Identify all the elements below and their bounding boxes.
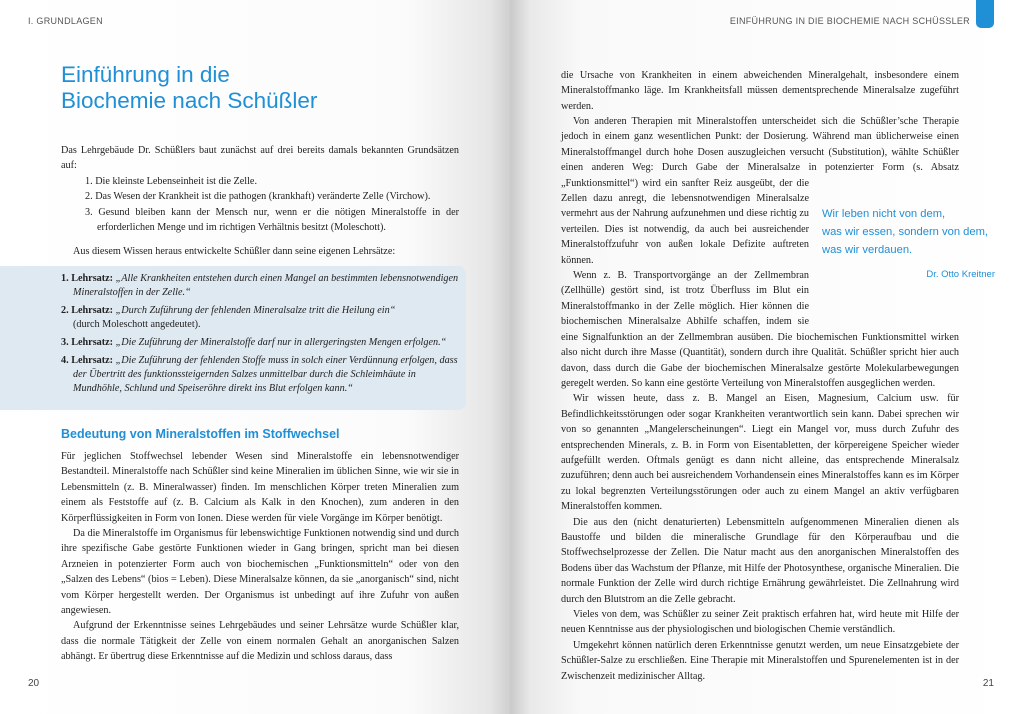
chapter-title-line1: Einführung in die [61,62,230,87]
chapter-title-line2: Biochemie nach Schüßler [61,88,318,113]
section-body [61,449,459,665]
lehrsatz-extra: (durch Moleschott angedeutet). [73,319,201,331]
quote-line: was wir essen, sondern von dem, [822,226,989,238]
side-quote [822,205,1002,259]
principle-item: 1. Die kleinste Lebenseinheit ist die Zelle. [85,175,258,187]
principle-item: 2. Das Wesen der Krankheit ist die pathogen (krankhaft) veränderte Zelle (Virchow). [85,191,431,203]
lehrsatz-item [61,354,459,397]
lehrsatz-label: 1. Lehrsatz: [61,273,114,284]
lehrsatz-item [61,336,459,350]
lehrsatz-text: „Die Zuführung der Mineralstoffe darf nur in allergeringsten Mengen erfolgen.“ [115,336,447,348]
body-paragraph: die Ursache von Krankheiten in einem abweichenden Mineralgehalt, insbesondere einem Mineralstoffmanko läge. Im Krankheitsfall müssen dementsprechende Mineralsalze zugeführt werden. [561,70,959,112]
section-heading: Bedeutung von Mineralstoffen im Stoffwechsel [61,427,340,441]
principle-item: 3. Gesund bleiben kann der Mensch nur, wenn er die nötigen Mineralstoffe in der erforderlichen Menge und im richtigen Verhältnis besitzt (Moleschott). [85,206,459,234]
page-number-left: 20 [28,678,40,689]
body-paragraph: Aufgrund der Erkenntnisse seines Lehrgebäudes und seiner Lehrsätze wurde Schüßler klar, dass die normale Tätigkeit der Zelle von einem normalen Gehalt an anorganischen Salzen abhängt. Er übertrug diese Erkenntnisse auf die Medizin und schloss daraus, dass [61,620,459,663]
running-head-left: I. GRUNDLAGEN [28,16,103,26]
page-number-right: 21 [982,678,994,689]
lehrsatz-label: 3. Lehrsatz: [61,336,114,348]
quote-line: Wir leben nicht von dem, [822,208,946,220]
quote-line: was wir verdauen. [822,244,913,256]
lehrsatz-text: „Die Zuführung der fehlenden Stoffe muss in solch einer Verdünnung erfolgen, dass der Übertritt des funktionssteigernden Salzes unmittelbar durch die Schleimhäute in Mundhöhle, Schlund und Speiseröhre direkt ins Blut erfolgen kann.“ [73,354,458,394]
body-paragraph: Von anderen Therapien mit Mineralstoffen unterscheidet sich die Schüßler’sche Therapie jedoch in einem ganz wesentlichen Punkt: der Dosierung. Während man üblicherweise einen Mineralstoffmangel durch hohe Dosen auszugleichen versucht (Substitution), wählte Schüßler einen anderen Weg: Durch Gabe der Mineralsalze in potenzierter Form (s. Absatz „Funktionsmittel“) wird ein sanfter Reiz ausgeübt, der die Zellen dazu anregt, die lebensnotwendigen Mineralsalze vermehrt aus der Nahrung aufzunehmen und diese richtig zu verteilen. Dies ist notwendig, da auch bei ausreichender Mineralstoffzufuhr von außen lokale Defizite auftreten können. [561,116,959,266]
running-head-right: EINFÜHRUNG IN DIE BIOCHEMIE NACH SCHÜSSLER [729,16,970,26]
right-text-middle [561,114,959,684]
intro-paragraph: Das Lehrgebäude Dr. Schüßlers baut zunächst auf drei bereits damals bekannten Grundsätzen auf: [61,145,459,172]
lehrsaetze-intro: Aus diesem Wissen heraus entwickelte Schüßler dann seine eigenen Lehrsätze: [73,246,396,258]
body-paragraph: Umgekehrt können natürlich deren Erkenntnisse genutzt werden, um neue Einsatzgebiete der Schüßler-Salze zu erschließen. Eine Therapie mit Mineralstoffen und Spurenelementen ist in der Zwischenzeit medizinischer Alltag. [561,639,959,682]
lehrsatz-label: 2. Lehrsatz: [61,304,114,316]
intro-block [61,143,459,260]
lehrsatz-text: „Alle Krankheiten entstehen durch einen Mangel an bestimmten lebensnotwendigen Mineralstoffen in der Zelle.“ [73,273,459,299]
body-paragraph: Wir wissen heute, dass z. B. Mangel an Eisen, Magnesium, Calcium usw. für Befindlichkeitsstörungen oder sogar Krankheiten verantwortlich sein kann. Dabei sprechen wir von so genannten „Mangelerscheinungen“. Liegt ein Mangel vor, muss durch Zufuhr des entsprechenden Minerals, z. B. in Form von Eisentabletten, der körpereigene Speicher wieder aufgefüllt werden. Oftmals genügt es dann nicht alleine, das entsprechende Mineralsalz zuzuführen; denn auch bei ausreichendem Vorhandensein eines Mineralstoffes kann es im Körper zu lokal begrenzten Verteilungsstörungen oder auch zu einem Mangel an aktiv verfügbaren Mineralstoffen kommen. [561,393,959,513]
lehrsatz-text: „Durch Zuführung der fehlenden Mineralsalze tritt die Heilung ein“ [115,304,396,316]
body-paragraph: Für jeglichen Stoffwechsel lebender Wesen sind Mineralstoffe ein lebensnotwendiger Bestandteil. Mineralstoffe nach Schüßler sind keine Mineralien im üblichen Sinne, wie wir sie in Lebensmitteln (z. B. Mineralwasser) finden. Im menschlichen Körper treten Mineralien zum einem als Feststoffe auf (z. B. Calcium als Kalk in den Knochen), zum anderen in den Körperflüssigkeiten in Form von Ionen. Diese werden für viele Vorgänge im Körper benötigt. [61,451,459,524]
body-paragraph: Da die Mineralstoffe im Organismus für lebenswichtige Funktionen notwendig sind und durch ihre spezifische Gabe gestörte Funktionen wieder in Gang bringen, spricht man bei diesen Arzneien in potenzierter Form auch von biochemischen „Funktionsmitteln“ oder von den „Salzen des Lebens“ (bios = Leben). Diese Mineralsalze können, da sie „anorganisch“ sind, nicht vom Körper hergestellt werden. Der Organismus ist unbedingt auf ihre Zufuhr von außen angewiesen. [61,528,459,617]
lehrsaetze-list [61,272,459,400]
body-paragraph: Wenn z. B. Transportvorgänge an der Zellmembran (Zellhülle) gestört sind, ist trotz Überfluss im Blut ein Mineralstoffmanko in der Zelle möglich. Hier können die biochemischen Mineralsalze Abhilfe schaffen, indem sie eine Signalfunktion an der Zellmembran ausüben. Die biochemischen Funktionsmittel wirken also nicht durch ihre Masse (Quantität), sondern durch ihre Qualität. Schüßler spricht hier auch davon, dass durch die Gabe der biochemischen Mineralsalze gestörte Molekularbewegungen geregelt werden. So kann eine gestörte Verteilung von Mineralstoffen ausgeglichen werden. [561,270,959,389]
quote-author: Dr. Otto Kreitner [926,269,995,280]
chapter-tab-marker [976,0,994,28]
lehrsatz-item [61,272,459,300]
principles-list [61,174,459,236]
lehrsatz-item [61,304,459,332]
body-paragraph: Die aus den (nicht denaturierten) Lebensmitteln aufgenommenen Mineralien dienen als Baustoffe und bilden die mineralische Grundlage für den Körperaufbau und die Stoffwechselprozesse der Zellen. Die Natur macht aus den anorganischen Mineralstoffen des Bodens über das Wachstum der Pflanze, mit Hilfe der Photosynthese, organische Mineralien. Die normale Funktion der Zelle wird durch richtige Ernährung gewährleistet. Die Zellnahrung wird durch den Blutstrom an die Zelle gebracht. [561,516,959,605]
body-paragraph: Vieles von dem, was Schüßler zu seiner Zeit praktisch erfahren hat, wird heute mit Hilfe der neuen Kenntnisse aus der physiologischen und biologischen Chemie verständlich. [561,609,959,636]
right-text-top [561,68,959,114]
chapter-title [61,62,317,114]
lehrsatz-label: 4. Lehrsatz: [61,354,114,366]
